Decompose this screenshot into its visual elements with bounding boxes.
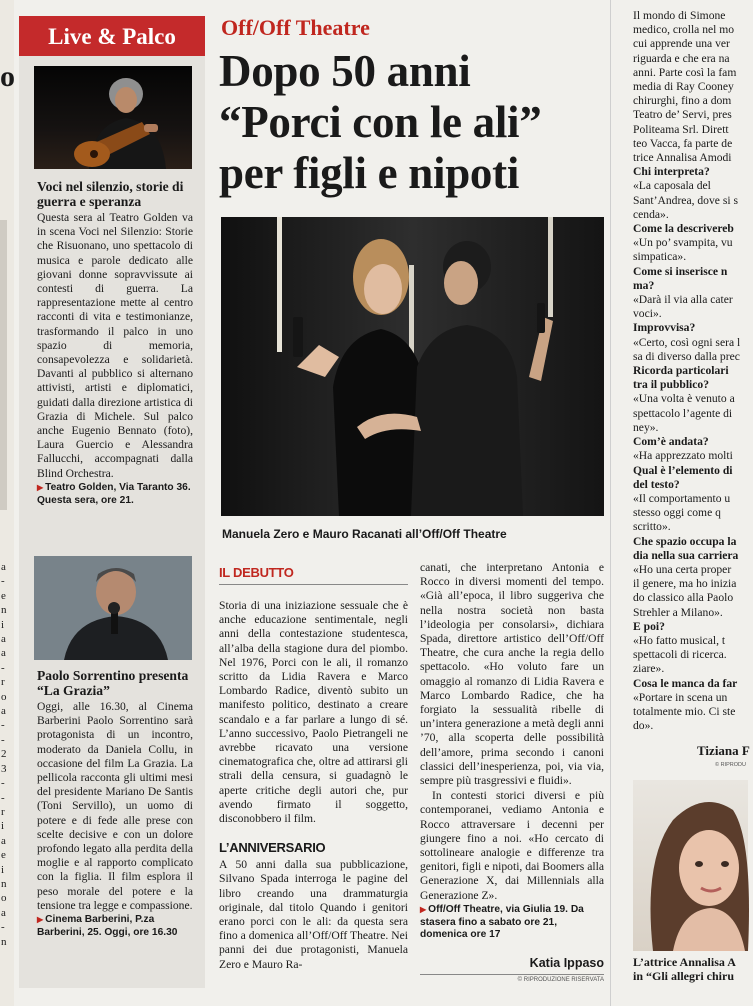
- interview-answer-line: do».: [633, 719, 654, 733]
- interview-answer-line: spettacoli di ricerca.: [633, 648, 727, 662]
- interview-answer-line: il genere, ma ho inizia: [633, 577, 737, 591]
- edge-char: -: [1, 921, 5, 934]
- edge-char: a: [1, 906, 6, 919]
- article-kicker: Off/Off Theatre: [221, 15, 370, 40]
- edge-char: 2: [1, 748, 7, 761]
- annalisa-amodio-photo: [633, 780, 748, 951]
- interview-answer-line: voci».: [633, 307, 662, 321]
- interview-answer-line: cui apprende una ver: [633, 37, 730, 51]
- interview-answer-line: «Il comportamento u: [633, 491, 731, 505]
- interview-question: Qual è l’elemento di: [633, 463, 733, 477]
- interview-answer-line: Politeama Srl. Dirett: [633, 122, 729, 136]
- edge-char: -: [1, 575, 5, 588]
- interview-answer-line: Sant’Andrea, dove si s: [633, 193, 738, 207]
- adjacent-photo-fragment: [0, 220, 7, 510]
- story2-info: ▶ Cinema Barberini, P.za Barberini, 25. Oggi, ore 16.30: [37, 914, 193, 940]
- interview-answer-line: chirurghi, fino a dom: [633, 94, 732, 108]
- interview-answer-line: simpatica».: [633, 250, 687, 264]
- column-divider: [610, 0, 611, 1006]
- edge-char: e: [1, 849, 6, 862]
- interview-answer-line: teo Vacca, fa parte de: [633, 136, 733, 150]
- story1-body: Questa sera al Teatro Golden va in scena Voci nel Silenzio: Storie che Risuonano, uno spettacolo di musica e parole dedicato alle giovani donne sopravvissute ai contesti di guerra. La rappresentazione mette al centro racconti di vita e testimonianze, trasformando il palco in uno spazio di memoria, consapevolezza e solidarietà. Davanti al pubblico si alternano attivisti, artisti e diplomatici, guidati dalla direzione artistica di Grazia di Michele. Sul palco anche Eugenio Bennato (foto), Laura Guercio e Alessandra Fallucchi, accompagnati dalla Blind Orchestra.: [37, 211, 193, 480]
- interview-answer-line: medico, crolla nel mo: [633, 23, 735, 37]
- col2-paragraph-1: canati, che interpretano Antonia e Rocco in diversi momenti del tempo. «Già all’epoca, il libro suggeriva che nella nostra società non basta l’ideologia per consolarsi», dichiara Spada, direttore artistico dell’Off/Off Theatre, che cura anche la regia dello spettacolo. «Ho voluto fare un omaggio al romanzo di Lidia Ravera e Marco Lombardo Radice, che ha forgiato la sessualità ribelle di un’intera generazione a metà degli anni ’70, alla scoperta delle possibilità dell’amore, prima secondo i canoni classici dell’inesperienza, poi, via via, sempre più trasgressivi e fluidi».: [420, 561, 604, 788]
- edge-char: i: [1, 618, 5, 631]
- eugenio-bennato-photo: [34, 66, 192, 169]
- interview-answer-line: Il mondo di Simone: [633, 9, 726, 22]
- article-info: ▶ Off/Off Theatre, via Giulia 19. Da stasera fino a sabato ore 21, domenica ore 17: [420, 904, 604, 942]
- edge-char: -: [1, 733, 5, 746]
- edge-char: a: [1, 705, 6, 718]
- edge-char: -: [1, 719, 5, 732]
- interview-answer-line: «Darà il via alla cater: [633, 293, 733, 307]
- right-author: Tiziana F: [697, 743, 750, 758]
- interview-answer-line: «Ha apprezzato molti: [633, 449, 733, 463]
- story2-headline: Paolo Sorrentino presenta “La Grazia”: [37, 668, 189, 698]
- story1-info: ▶ Teatro Golden, Via Taranto 36. Questa sera, ore 21.: [37, 482, 193, 508]
- edge-char: -: [1, 661, 5, 674]
- edge-char: n: [1, 935, 7, 948]
- interview-answer-line: Strehler a Milano».: [633, 605, 723, 619]
- edge-char: -: [1, 791, 5, 804]
- interview-answer-line: stesso oggi come q: [633, 506, 721, 520]
- adjacent-text-fragment: [1, 560, 11, 949]
- article-photo: [221, 217, 604, 516]
- edge-char: n: [1, 604, 7, 617]
- right-caption-line-2: in “Gli allegri chiru: [633, 969, 734, 983]
- interview-question: Come la descrivereb: [633, 222, 734, 236]
- author-rule: [420, 974, 604, 975]
- interview-answer-line: riguarda e che era na: [633, 51, 730, 65]
- interview-answer-line: «Ho fatto musical, t: [633, 633, 726, 647]
- interview-question: tra il pubblico?: [633, 378, 710, 392]
- interview-question: E poi?: [633, 619, 665, 633]
- interview-question: Come si inserisce n: [633, 264, 728, 278]
- interview-answer-line: «Certo, così ogni sera l: [633, 335, 741, 349]
- interview-answer-line: media di Ray Cooney: [633, 80, 734, 94]
- section2-title: L’ANNIVERSARIO: [219, 840, 326, 856]
- interview-question: Improvvisa?: [633, 321, 696, 335]
- interview-answer-line: ziare».: [633, 662, 665, 676]
- edge-char: o: [1, 690, 7, 703]
- interview-answer-line: sa di diverso dalla prec: [633, 349, 740, 363]
- interview-answer-line: «Una volta è venuto a: [633, 392, 735, 406]
- interview-answer-line: spettacolo l’agente di: [633, 406, 733, 420]
- section2-body: A 50 anni dalla sua pubblicazione, Silvano Spada interroga le pagine del libro creando una drammaturgia originale, dal titolo Quando i genitori erano porci con le ali: da questa sera fino a domenica all’Off/Off Theatre. Nei panni dei due protagonisti, Manuela Zero e Mauro Ra-: [219, 858, 408, 971]
- interview-answer-line: «Ho una certa proper: [633, 562, 732, 576]
- edge-char: -: [1, 777, 5, 790]
- edge-char: 3: [1, 762, 7, 775]
- right-photo-caption: [633, 955, 748, 983]
- paolo-sorrentino-photo: [34, 556, 192, 660]
- edge-char: i: [1, 820, 5, 833]
- interview-answer-line: scritto».: [633, 520, 671, 534]
- edge-char: n: [1, 877, 7, 890]
- edge-char: a: [1, 834, 6, 847]
- edge-char: a: [1, 561, 6, 573]
- interview-answer-line: Teatro de’ Servi, pres: [633, 108, 732, 122]
- interview-answer-line: trice Annalisa Amodi: [633, 151, 732, 165]
- interview-answer-line: ney».: [633, 420, 659, 434]
- article-copyright: © RIPRODUZIONE RISERVATA: [517, 977, 604, 984]
- col2-paragraph-2: In contesti storici diversi e più contemporanei, vediamo Antonia e Rocco attraversare i decenni per giungere fino a noi. «Ho cercato di sottolineare analogie e differenze tra genitori, figli e nipoti, dai Boomers alla Generazione X, dai Millennials alla Generazione Z».: [420, 789, 604, 902]
- section-label: Live & Palco: [19, 16, 205, 56]
- interview-question: Chi interpreta?: [633, 165, 710, 179]
- right-caption-line-1: L’attrice Annalisa A: [633, 955, 736, 969]
- edge-char: e: [1, 589, 6, 602]
- interview-question: ma?: [633, 278, 655, 292]
- story2-body: Oggi, alle 16.30, al Cinema Barberini Paolo Sorrentino sarà protagonista di un incontro, moderato da Daniela Collu, in occasione del film La Grazia. La pellicola racconta gli ultimi mesi del presidente Mariano De Santis (Toni Servillo), un uomo di potere e di fede alle prese con scelte decisive e con un dolore profondo legato alla perdita della moglie e al rapporto complicato con la figlia. Il film esplora il peso morale del potere e la tensione tra legge e compassione.: [37, 700, 193, 912]
- interview-answer-line: anni. Parte così la fam: [633, 65, 737, 79]
- story1-headline: Voci nel silenzio, storie di guerra e speranza: [37, 179, 184, 209]
- article-headline: Dopo 50 anni “Porci con le ali” per figli e nipoti: [219, 46, 542, 198]
- edge-char: a: [1, 633, 6, 646]
- interview-question: del testo?: [633, 477, 680, 491]
- section1-body: Storia di una iniziazione sessuale che è anche educazione sentimentale, negli anni della contestazione studentesca, all’alba della stagione dura del piombo. Nel 1976, Porci con le ali, il romanzo scritto da Lidia Ravera e Marco Lombardo Radice, diventò subito un manifesto politico, destinato a creare scandalo e a far parlare a lungo di sé. L’anno successivo, Paolo Pietrangeli ne avrebbe ricavato una versione cinematografica che, oltre ad attirarsi gli strali della censura, si guadagnò le aperte critiche degli autori che, pur avendo firmato il soggetto, disconobbero il film.: [219, 599, 408, 826]
- interview-answer-line: totalmente mio. Ci ste: [633, 704, 736, 718]
- edge-char: i: [1, 863, 5, 876]
- right-copyright: © RIPRODU: [715, 762, 746, 768]
- edge-char: a: [1, 647, 6, 660]
- interview-question: dia nella sua carriera: [633, 548, 739, 562]
- photo-caption: Manuela Zero e Mauro Racanati all’Off/Off Theatre: [222, 527, 507, 541]
- interview-answer-line: «Portare in scena un: [633, 690, 728, 704]
- article-author: Katia Ippaso: [529, 956, 604, 971]
- interview-answer-line: do classico alla Paolo: [633, 591, 734, 605]
- adjacent-headline-fragment: o: [0, 60, 15, 93]
- interview-answer-line: cenda».: [633, 207, 669, 221]
- edge-char: r: [1, 805, 5, 818]
- right-column-interview: [633, 9, 753, 733]
- interview-question: Ricorda particolari: [633, 364, 729, 378]
- edge-char: r: [1, 676, 5, 689]
- interview-answer-line: «Un po’ svampita, vu: [633, 236, 733, 250]
- section1-rule: [219, 584, 408, 585]
- interview-question: Cosa le manca da far: [633, 676, 738, 690]
- interview-question: Com’è andata?: [633, 435, 709, 449]
- interview-question: Che spazio occupa la: [633, 534, 737, 548]
- interview-answer-line: «La caposala del: [633, 179, 711, 193]
- edge-char: o: [1, 892, 7, 905]
- section1-title: IL DEBUTTO: [219, 565, 294, 580]
